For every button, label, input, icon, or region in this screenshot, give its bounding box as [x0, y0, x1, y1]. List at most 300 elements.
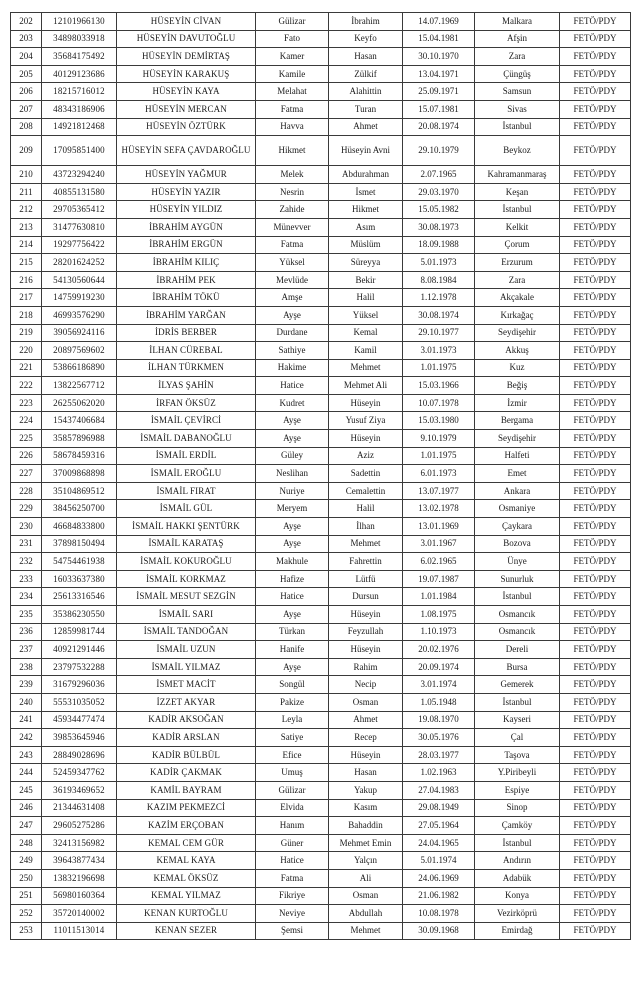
table-row: [11, 465, 631, 483]
organization-cell: FETÖ/PDY: [560, 100, 631, 118]
full-name-cell: İBRAHİM PEK: [117, 271, 256, 289]
mother-name-cell: Fikriye: [256, 887, 329, 905]
mother-name-cell: Meryem: [256, 500, 329, 518]
birth-place-cell: Keşan: [475, 183, 560, 201]
row-number-cell: 240: [11, 693, 42, 711]
full-name-cell: KADİR AKSOĞAN: [117, 711, 256, 729]
table-row: [11, 905, 631, 923]
birth-place-cell: Sivas: [475, 100, 560, 118]
father-name-cell: Osman: [329, 887, 403, 905]
organization-cell: FETÖ/PDY: [560, 535, 631, 553]
full-name-cell: İSMET MACİT: [117, 676, 256, 694]
table-row: [11, 136, 631, 166]
birth-date-cell: 20.02.1976: [403, 641, 475, 659]
full-name-cell: KAZİM ERÇOBAN: [117, 817, 256, 835]
organization-cell: FETÖ/PDY: [560, 83, 631, 101]
full-name-cell: İBRAHİM YARĞAN: [117, 306, 256, 324]
id-number-cell: 54754461938: [42, 553, 117, 571]
table-row: [11, 306, 631, 324]
birth-date-cell: 15.05.1982: [403, 201, 475, 219]
birth-date-cell: 27.05.1964: [403, 817, 475, 835]
organization-cell: FETÖ/PDY: [560, 183, 631, 201]
mother-name-cell: Melahat: [256, 83, 329, 101]
table-row: [11, 183, 631, 201]
row-number-cell: 211: [11, 183, 42, 201]
row-number-cell: 244: [11, 764, 42, 782]
id-number-cell: 46993576290: [42, 306, 117, 324]
id-number-cell: 31477630810: [42, 218, 117, 236]
mother-name-cell: Elvida: [256, 799, 329, 817]
mother-name-cell: Fato: [256, 30, 329, 48]
full-name-cell: İSMAİL GÜL: [117, 500, 256, 518]
father-name-cell: Abdurahman: [329, 166, 403, 184]
id-number-cell: 13822567712: [42, 377, 117, 395]
birth-date-cell: 15.03.1980: [403, 412, 475, 430]
mother-name-cell: Ayşe: [256, 306, 329, 324]
id-number-cell: 37898150494: [42, 535, 117, 553]
table-row: [11, 218, 631, 236]
organization-cell: FETÖ/PDY: [560, 136, 631, 166]
id-number-cell: 38456250700: [42, 500, 117, 518]
row-number-cell: 232: [11, 553, 42, 571]
birth-place-cell: Konya: [475, 887, 560, 905]
father-name-cell: Mehmet: [329, 359, 403, 377]
birth-place-cell: Çal: [475, 729, 560, 747]
id-number-cell: 25613316546: [42, 588, 117, 606]
mother-name-cell: Nuriye: [256, 482, 329, 500]
organization-cell: FETÖ/PDY: [560, 201, 631, 219]
row-number-cell: 221: [11, 359, 42, 377]
table-row: [11, 623, 631, 641]
organization-cell: FETÖ/PDY: [560, 869, 631, 887]
mother-name-cell: Hatice: [256, 377, 329, 395]
row-number-cell: 246: [11, 799, 42, 817]
father-name-cell: Hüseyin: [329, 430, 403, 448]
birth-date-cell: 18.09.1988: [403, 236, 475, 254]
birth-place-cell: Taşova: [475, 746, 560, 764]
id-number-cell: 52459347762: [42, 764, 117, 782]
birth-place-cell: İstanbul: [475, 201, 560, 219]
mother-name-cell: Hatice: [256, 852, 329, 870]
birth-place-cell: Vezirköprü: [475, 905, 560, 923]
mother-name-cell: Zahide: [256, 201, 329, 219]
full-name-cell: İSMAİL UZUN: [117, 641, 256, 659]
father-name-cell: İbrahim: [329, 13, 403, 31]
birth-place-cell: Kırkağaç: [475, 306, 560, 324]
id-number-cell: 21344631408: [42, 799, 117, 817]
birth-date-cell: 19.08.1970: [403, 711, 475, 729]
id-number-cell: 46684833800: [42, 518, 117, 536]
id-number-cell: 18215716012: [42, 83, 117, 101]
full-name-cell: İDRİS BERBER: [117, 324, 256, 342]
birth-place-cell: Akçakale: [475, 289, 560, 307]
organization-cell: FETÖ/PDY: [560, 834, 631, 852]
row-number-cell: 205: [11, 65, 42, 83]
organization-cell: FETÖ/PDY: [560, 817, 631, 835]
full-name-cell: HÜSEYİN KARAKUŞ: [117, 65, 256, 83]
table-row: [11, 606, 631, 624]
full-name-cell: İLYAS ŞAHİN: [117, 377, 256, 395]
full-name-cell: İSMAİL KARATAŞ: [117, 535, 256, 553]
birth-place-cell: İstanbul: [475, 834, 560, 852]
table-row: [11, 500, 631, 518]
full-name-cell: KAMİL BAYRAM: [117, 781, 256, 799]
birth-place-cell: İstanbul: [475, 693, 560, 711]
row-number-cell: 214: [11, 236, 42, 254]
organization-cell: FETÖ/PDY: [560, 65, 631, 83]
id-number-cell: 17095851400: [42, 136, 117, 166]
full-name-cell: İSMAİL FIRAT: [117, 482, 256, 500]
table-row: [11, 588, 631, 606]
birth-date-cell: 30.05.1976: [403, 729, 475, 747]
id-number-cell: 26255062020: [42, 394, 117, 412]
father-name-cell: Müslüm: [329, 236, 403, 254]
birth-date-cell: 20.09.1974: [403, 658, 475, 676]
row-number-cell: 203: [11, 30, 42, 48]
mother-name-cell: Ayşe: [256, 430, 329, 448]
full-name-cell: HÜSEYİN YAZIR: [117, 183, 256, 201]
id-number-cell: 28849028696: [42, 746, 117, 764]
id-number-cell: 37009868898: [42, 465, 117, 483]
mother-name-cell: Ayşe: [256, 518, 329, 536]
organization-cell: FETÖ/PDY: [560, 623, 631, 641]
mother-name-cell: Ayşe: [256, 535, 329, 553]
birth-date-cell: 5.01.1974: [403, 852, 475, 870]
birth-place-cell: Zara: [475, 271, 560, 289]
father-name-cell: Hüseyin Avni: [329, 136, 403, 166]
id-number-cell: 29705365412: [42, 201, 117, 219]
birth-place-cell: Emirdağ: [475, 922, 560, 940]
mother-name-cell: Gülizar: [256, 781, 329, 799]
birth-date-cell: 25.09.1971: [403, 83, 475, 101]
organization-cell: FETÖ/PDY: [560, 394, 631, 412]
organization-cell: FETÖ/PDY: [560, 30, 631, 48]
table-row: [11, 166, 631, 184]
birth-place-cell: Kelkit: [475, 218, 560, 236]
full-name-cell: HÜSEYİN MERCAN: [117, 100, 256, 118]
table-row: [11, 535, 631, 553]
birth-date-cell: 15.04.1981: [403, 30, 475, 48]
father-name-cell: Necip: [329, 676, 403, 694]
row-number-cell: 224: [11, 412, 42, 430]
id-number-cell: 14759919230: [42, 289, 117, 307]
father-name-cell: Cemalettin: [329, 482, 403, 500]
full-name-cell: İBRAHİM AYGÜN: [117, 218, 256, 236]
full-name-cell: İSMAİL DABANOĞLU: [117, 430, 256, 448]
id-number-cell: 28201624252: [42, 254, 117, 272]
father-name-cell: Hikmet: [329, 201, 403, 219]
birth-place-cell: İzmir: [475, 394, 560, 412]
row-number-cell: 242: [11, 729, 42, 747]
full-name-cell: İSMAİL ÇEVİRCİ: [117, 412, 256, 430]
mother-name-cell: Mevlüde: [256, 271, 329, 289]
mother-name-cell: Hikmet: [256, 136, 329, 166]
birth-date-cell: 24.04.1965: [403, 834, 475, 852]
birth-place-cell: Zara: [475, 48, 560, 66]
id-number-cell: 55531035052: [42, 693, 117, 711]
father-name-cell: Osman: [329, 693, 403, 711]
birth-date-cell: 1.10.1973: [403, 623, 475, 641]
father-name-cell: İlhan: [329, 518, 403, 536]
organization-cell: FETÖ/PDY: [560, 905, 631, 923]
full-name-cell: HÜSEYİN YAĞMUR: [117, 166, 256, 184]
mother-name-cell: Hatice: [256, 588, 329, 606]
mother-name-cell: Satiye: [256, 729, 329, 747]
father-name-cell: Hüseyin: [329, 641, 403, 659]
birth-place-cell: Ünye: [475, 553, 560, 571]
father-name-cell: Halil: [329, 289, 403, 307]
row-number-cell: 222: [11, 377, 42, 395]
table-row: [11, 324, 631, 342]
birth-place-cell: Y.Piribeyli: [475, 764, 560, 782]
birth-place-cell: Halfeti: [475, 447, 560, 465]
row-number-cell: 216: [11, 271, 42, 289]
birth-place-cell: Adabük: [475, 869, 560, 887]
id-number-cell: 29605275286: [42, 817, 117, 835]
birth-place-cell: Dereli: [475, 641, 560, 659]
mother-name-cell: Kamer: [256, 48, 329, 66]
row-number-cell: 213: [11, 218, 42, 236]
organization-cell: FETÖ/PDY: [560, 658, 631, 676]
id-number-cell: 35720140002: [42, 905, 117, 923]
row-number-cell: 218: [11, 306, 42, 324]
table-row: [11, 30, 631, 48]
organization-cell: FETÖ/PDY: [560, 465, 631, 483]
father-name-cell: Rahim: [329, 658, 403, 676]
birth-date-cell: 9.10.1979: [403, 430, 475, 448]
full-name-cell: İSMAİL MESUT SEZGİN: [117, 588, 256, 606]
birth-place-cell: Beykoz: [475, 136, 560, 166]
row-number-cell: 225: [11, 430, 42, 448]
organization-cell: FETÖ/PDY: [560, 342, 631, 360]
birth-place-cell: Ankara: [475, 482, 560, 500]
birth-date-cell: 3.01.1974: [403, 676, 475, 694]
table-body: [11, 13, 631, 940]
birth-date-cell: 29.08.1949: [403, 799, 475, 817]
id-number-cell: 36193469652: [42, 781, 117, 799]
full-name-cell: İRFAN ÖKSÜZ: [117, 394, 256, 412]
birth-place-cell: Beğiş: [475, 377, 560, 395]
organization-cell: FETÖ/PDY: [560, 588, 631, 606]
mother-name-cell: Hanım: [256, 817, 329, 835]
birth-place-cell: Sunurluk: [475, 570, 560, 588]
birth-date-cell: 13.02.1978: [403, 500, 475, 518]
father-name-cell: Ali: [329, 869, 403, 887]
mother-name-cell: Yüksel: [256, 254, 329, 272]
birth-date-cell: 20.08.1974: [403, 118, 475, 136]
father-name-cell: Sadettin: [329, 465, 403, 483]
mother-name-cell: Kamile: [256, 65, 329, 83]
mother-name-cell: Sathiye: [256, 342, 329, 360]
father-name-cell: Mehmet: [329, 535, 403, 553]
row-number-cell: 237: [11, 641, 42, 659]
full-name-cell: İLHAN TÜRKMEN: [117, 359, 256, 377]
organization-cell: FETÖ/PDY: [560, 13, 631, 31]
table-row: [11, 676, 631, 694]
table-row: [11, 342, 631, 360]
organization-cell: FETÖ/PDY: [560, 729, 631, 747]
organization-cell: FETÖ/PDY: [560, 887, 631, 905]
birth-place-cell: İstanbul: [475, 588, 560, 606]
id-number-cell: 35684175492: [42, 48, 117, 66]
row-number-cell: 230: [11, 518, 42, 536]
father-name-cell: Aziz: [329, 447, 403, 465]
row-number-cell: 233: [11, 570, 42, 588]
organization-cell: FETÖ/PDY: [560, 641, 631, 659]
row-number-cell: 208: [11, 118, 42, 136]
organization-cell: FETÖ/PDY: [560, 447, 631, 465]
table-row: [11, 553, 631, 571]
birth-place-cell: Çaykara: [475, 518, 560, 536]
mother-name-cell: Amşe: [256, 289, 329, 307]
birth-place-cell: Çamköy: [475, 817, 560, 835]
organization-cell: FETÖ/PDY: [560, 254, 631, 272]
id-number-cell: 20897569602: [42, 342, 117, 360]
mother-name-cell: Şemsi: [256, 922, 329, 940]
birth-date-cell: 1.01.1975: [403, 447, 475, 465]
mother-name-cell: Neslihan: [256, 465, 329, 483]
birth-place-cell: Seydişehir: [475, 324, 560, 342]
full-name-cell: KEMAL YILMAZ: [117, 887, 256, 905]
id-number-cell: 34898033918: [42, 30, 117, 48]
id-number-cell: 13832196698: [42, 869, 117, 887]
organization-cell: FETÖ/PDY: [560, 500, 631, 518]
birth-date-cell: 1.08.1975: [403, 606, 475, 624]
row-number-cell: 239: [11, 676, 42, 694]
birth-date-cell: 30.10.1970: [403, 48, 475, 66]
id-number-cell: 11011513014: [42, 922, 117, 940]
id-number-cell: 35857896988: [42, 430, 117, 448]
birth-place-cell: Emet: [475, 465, 560, 483]
mother-name-cell: Makhule: [256, 553, 329, 571]
father-name-cell: Hasan: [329, 764, 403, 782]
birth-place-cell: Sinop: [475, 799, 560, 817]
birth-date-cell: 13.01.1969: [403, 518, 475, 536]
id-number-cell: 16033637380: [42, 570, 117, 588]
organization-cell: FETÖ/PDY: [560, 271, 631, 289]
birth-place-cell: Bursa: [475, 658, 560, 676]
organization-cell: FETÖ/PDY: [560, 218, 631, 236]
full-name-cell: KEMAL CEM GÜR: [117, 834, 256, 852]
birth-date-cell: 1.01.1984: [403, 588, 475, 606]
table-row: [11, 447, 631, 465]
birth-date-cell: 24.06.1969: [403, 869, 475, 887]
table-row: [11, 869, 631, 887]
table-row: [11, 693, 631, 711]
birth-place-cell: Bozova: [475, 535, 560, 553]
table-row: [11, 254, 631, 272]
full-name-cell: KADİR BÜLBÜL: [117, 746, 256, 764]
full-name-cell: İZZET AKYAR: [117, 693, 256, 711]
birth-date-cell: 29.03.1970: [403, 183, 475, 201]
father-name-cell: Yüksel: [329, 306, 403, 324]
table-row: [11, 518, 631, 536]
organization-cell: FETÖ/PDY: [560, 799, 631, 817]
personnel-table: [10, 12, 631, 940]
table-row: [11, 641, 631, 659]
full-name-cell: İSMAİL SARI: [117, 606, 256, 624]
father-name-cell: İsmet: [329, 183, 403, 201]
table-row: [11, 412, 631, 430]
row-number-cell: 253: [11, 922, 42, 940]
organization-cell: FETÖ/PDY: [560, 676, 631, 694]
birth-place-cell: Osmancık: [475, 623, 560, 641]
mother-name-cell: Efice: [256, 746, 329, 764]
row-number-cell: 251: [11, 887, 42, 905]
id-number-cell: 14921812468: [42, 118, 117, 136]
birth-date-cell: 30.09.1968: [403, 922, 475, 940]
table-row: [11, 817, 631, 835]
mother-name-cell: Umuş: [256, 764, 329, 782]
father-name-cell: Bekir: [329, 271, 403, 289]
birth-date-cell: 13.04.1971: [403, 65, 475, 83]
birth-date-cell: 1.01.1975: [403, 359, 475, 377]
father-name-cell: Recep: [329, 729, 403, 747]
full-name-cell: İSMAİL HAKKI ŞENTÜRK: [117, 518, 256, 536]
birth-place-cell: Çüngüş: [475, 65, 560, 83]
birth-date-cell: 3.01.1967: [403, 535, 475, 553]
table-row: [11, 482, 631, 500]
birth-place-cell: Gemerek: [475, 676, 560, 694]
mother-name-cell: Güner: [256, 834, 329, 852]
father-name-cell: Feyzullah: [329, 623, 403, 641]
row-number-cell: 247: [11, 817, 42, 835]
organization-cell: FETÖ/PDY: [560, 764, 631, 782]
table-row: [11, 201, 631, 219]
table-row: [11, 359, 631, 377]
birth-date-cell: 27.04.1983: [403, 781, 475, 799]
table-row: [11, 887, 631, 905]
id-number-cell: 39643877434: [42, 852, 117, 870]
table-row: [11, 13, 631, 31]
father-name-cell: Hasan: [329, 48, 403, 66]
organization-cell: FETÖ/PDY: [560, 377, 631, 395]
father-name-cell: Asım: [329, 218, 403, 236]
birth-place-cell: Andırın: [475, 852, 560, 870]
id-number-cell: 39056924116: [42, 324, 117, 342]
mother-name-cell: Ayşe: [256, 412, 329, 430]
organization-cell: FETÖ/PDY: [560, 289, 631, 307]
row-number-cell: 215: [11, 254, 42, 272]
table-row: [11, 764, 631, 782]
full-name-cell: İSMAİL KORKMAZ: [117, 570, 256, 588]
father-name-cell: Kasım: [329, 799, 403, 817]
row-number-cell: 241: [11, 711, 42, 729]
mother-name-cell: Hanife: [256, 641, 329, 659]
birth-date-cell: 15.03.1966: [403, 377, 475, 395]
table-row: [11, 658, 631, 676]
mother-name-cell: Havva: [256, 118, 329, 136]
father-name-cell: Zülkif: [329, 65, 403, 83]
father-name-cell: Mehmet: [329, 922, 403, 940]
table-row: [11, 781, 631, 799]
birth-date-cell: 21.06.1982: [403, 887, 475, 905]
id-number-cell: 19297756422: [42, 236, 117, 254]
row-number-cell: 210: [11, 166, 42, 184]
full-name-cell: KENAN KURTOĞLU: [117, 905, 256, 923]
father-name-cell: Hüseyin: [329, 746, 403, 764]
birth-place-cell: Kuz: [475, 359, 560, 377]
organization-cell: FETÖ/PDY: [560, 306, 631, 324]
birth-date-cell: 10.07.1978: [403, 394, 475, 412]
table-row: [11, 852, 631, 870]
full-name-cell: İSMAİL KOKUROĞLU: [117, 553, 256, 571]
table-row: [11, 729, 631, 747]
mother-name-cell: Fatma: [256, 236, 329, 254]
birth-place-cell: Çorum: [475, 236, 560, 254]
row-number-cell: 223: [11, 394, 42, 412]
mother-name-cell: Songül: [256, 676, 329, 694]
